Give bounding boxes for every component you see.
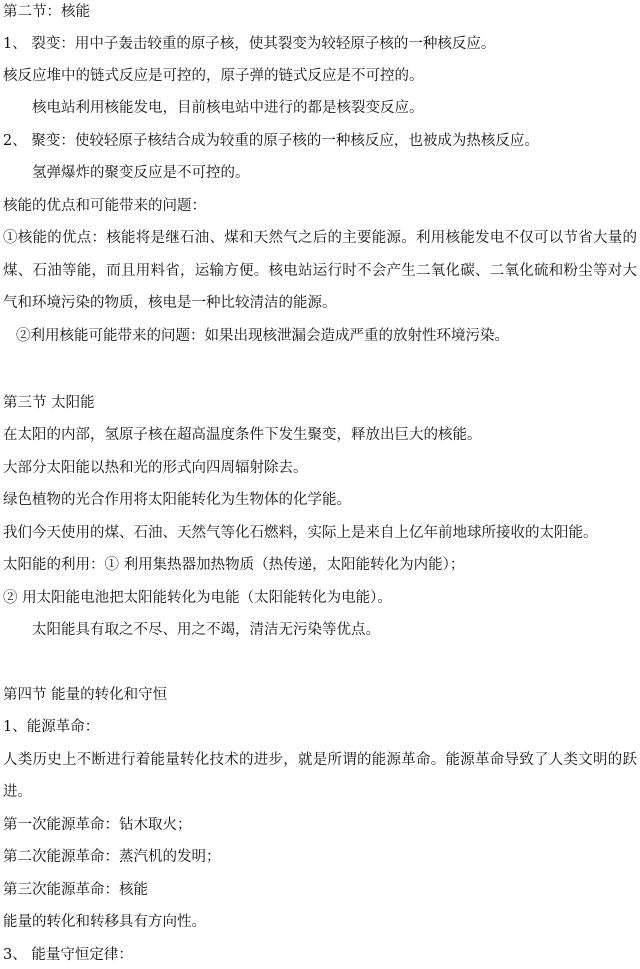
cons-paragraph: ②利用核能可能带来的问题：如果出现核泄漏会造成严重的放射性环境污染。: [16, 328, 509, 344]
solar-line-4: 我们今天使用的煤、石油、天然气等化石燃料，实际上是来自上亿年前地球所接收的太阳能。: [3, 525, 598, 541]
direction-paragraph: 能量的转化和转移具有方向性。: [3, 914, 206, 930]
solar-line-5: 太阳能的利用：① 利用集热器加热物质（热传递，太阳能转化为内能）；: [3, 557, 465, 573]
pros-line-1: ①核能的优点：核能将是继石油、煤和天然气之后的主要能源。利用核能发电不仅可以节省大量的: [3, 230, 637, 246]
solar-line-6: ② 用太阳能电池把太阳能转化为电能（太阳能转化为电能）。: [3, 590, 392, 606]
solar-line-7: 太阳能具有取之不尽、用之不竭，清洁无污染等优点。: [32, 622, 380, 638]
section2-heading: 第二节：核能: [3, 4, 90, 20]
pros-cons-title: 核能的优点和可能带来的问题：: [3, 198, 206, 214]
energy-revolution-title: 1、能源革命：: [3, 719, 100, 735]
section4-heading: 第四节 能量的转化和守恒: [3, 687, 168, 703]
fusion-paragraph: 2、 聚变：使较轻原子核结合成为较重的原子核的一种核反应，也被成为热核反应。: [3, 133, 539, 149]
solar-line-3: 绿色植物的光合作用将太阳能转化为生物体的化学能。: [3, 492, 351, 508]
chain-reaction-paragraph: 核反应堆中的链式反应是可控的，原子弹的链式反应是不可控的。: [3, 68, 424, 84]
solar-line-1: 在太阳的内部，氢原子核在超高温度条件下发生聚变，释放出巨大的核能。: [3, 427, 482, 443]
revolution-3: 第三次能源革命：核能: [3, 882, 148, 898]
fission-paragraph: 1、 裂变：用中子轰击较重的原子核，使其裂变为较轻原子核的一种核反应。: [3, 36, 496, 52]
energy-line-2: 进。: [3, 784, 32, 800]
hydrogen-bomb-paragraph: 氢弹爆炸的聚变反应是不可控的。: [32, 165, 250, 181]
revolution-1: 第一次能源革命：钻木取火；: [3, 817, 192, 833]
energy-line-1: 人类历史上不断进行着能量转化技术的进步，就是所谓的能源革命。能源革命导致了人类文明的跃: [3, 752, 637, 768]
solar-line-2: 大部分太阳能以热和光的形式向四周辐射除去。: [3, 460, 308, 476]
power-station-paragraph: 核电站利用核能发电，目前核电站中进行的都是核裂变反应。: [32, 100, 424, 116]
revolution-2: 第二次能源革命：蒸汽机的发明；: [3, 849, 221, 865]
energy-conservation-title: 3、 能量守恒定律：: [3, 947, 133, 963]
pros-line-2: 煤、石油等能，而且用料省，运输方便。核电站运行时不会产生二氧化碳、二氧化硫和粉尘等对大: [3, 263, 637, 279]
section3-heading: 第三节 太阳能: [3, 395, 95, 411]
pros-line-3: 气和环境污染的物质，核电是一种比较清洁的能源。: [3, 295, 337, 311]
